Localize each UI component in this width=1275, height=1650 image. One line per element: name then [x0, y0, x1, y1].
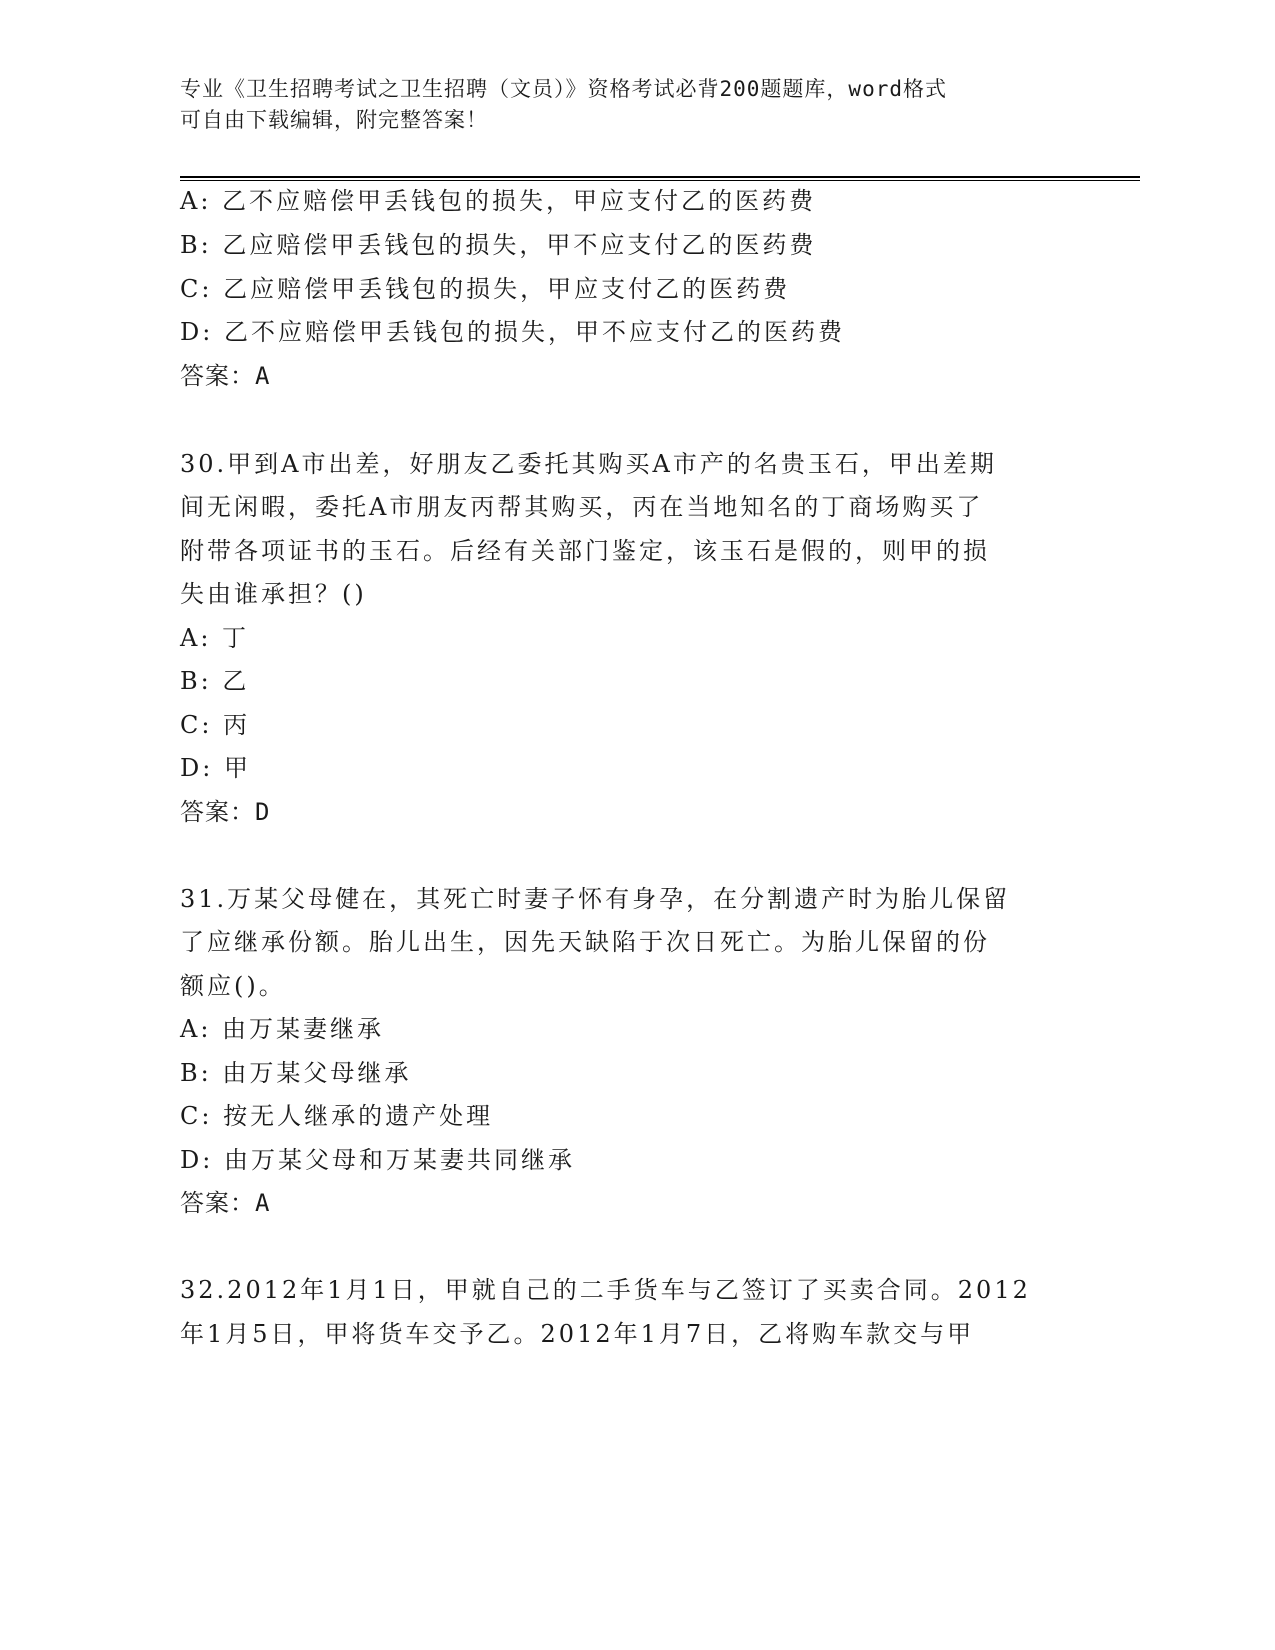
question-31-line-2: 了应继承份额。胎儿出生，因先天缺陷于次日死亡。为胎儿保留的份: [180, 928, 990, 956]
option-d: D: 乙不应赔偿甲丢钱包的损失，甲不应支付乙的医药费: [180, 318, 845, 346]
question-30-line-2: 间无闲暇，委托A市朋友丙帮其购买，丙在当地知名的丁商场购买了: [180, 493, 984, 521]
option-c: C: 丙: [180, 711, 251, 739]
question-31-line-3: 额应()。: [180, 972, 286, 1000]
answer-value: D: [255, 798, 271, 826]
option-b: B: 乙: [180, 667, 250, 695]
option-b: B: 由万某父母继承: [180, 1059, 412, 1087]
question-31-line-1: 31.万某父母健在，其死亡时妻子怀有身孕，在分割遗产时为胎儿保留: [180, 885, 1011, 913]
answer-label: 答案：: [180, 798, 255, 826]
option-c: C: 按无人继承的遗产处理: [180, 1102, 494, 1130]
question-30-line-1: 30.甲到A市出差，好朋友乙委托其购买A市产的名贵玉石，甲出差期: [180, 450, 997, 478]
option-b: B: 乙应赔偿甲丢钱包的损失，甲不应支付乙的医药费: [180, 231, 817, 259]
document-header: [180, 74, 1060, 136]
option-a: A: 丁: [180, 624, 250, 652]
option-c: C: 乙应赔偿甲丢钱包的损失，甲应支付乙的医药费: [180, 275, 791, 303]
option-a: A: 乙不应赔偿甲丢钱包的损失，甲应支付乙的医药费: [180, 187, 817, 215]
answer-label: 答案：: [180, 362, 255, 390]
header-line-1: 专业《卫生招聘考试之卫生招聘（文员）》资格考试必背200题题库，word格式: [180, 77, 947, 101]
option-d: D: 由万某父母和万某妻共同继承: [180, 1146, 575, 1174]
question-30-line-4: 失由谁承担？(): [180, 580, 367, 608]
option-a: A: 由万某妻继承: [180, 1015, 385, 1043]
answer-line: [180, 1187, 270, 1219]
header-line-2: 可自由下载编辑，附完整答案！: [180, 108, 488, 132]
answer-value: A: [255, 1189, 271, 1217]
answer-value: A: [255, 362, 271, 390]
answer-line: [180, 796, 270, 828]
answer-label: 答案：: [180, 1189, 255, 1217]
answer-line: [180, 360, 270, 392]
header-divider: [180, 176, 1140, 181]
question-32-line-1: 32.2012年1月1日，甲就自己的二手货车与乙签订了买卖合同。2012: [180, 1276, 1031, 1304]
option-d: D: 甲: [180, 754, 251, 782]
question-30-line-3: 附带各项证书的玉石。后经有关部门鉴定，该玉石是假的，则甲的损: [180, 537, 990, 565]
question-32-line-2: 年1月5日，甲将货车交予乙。2012年1月7日，乙将购车款交与甲: [180, 1320, 975, 1348]
